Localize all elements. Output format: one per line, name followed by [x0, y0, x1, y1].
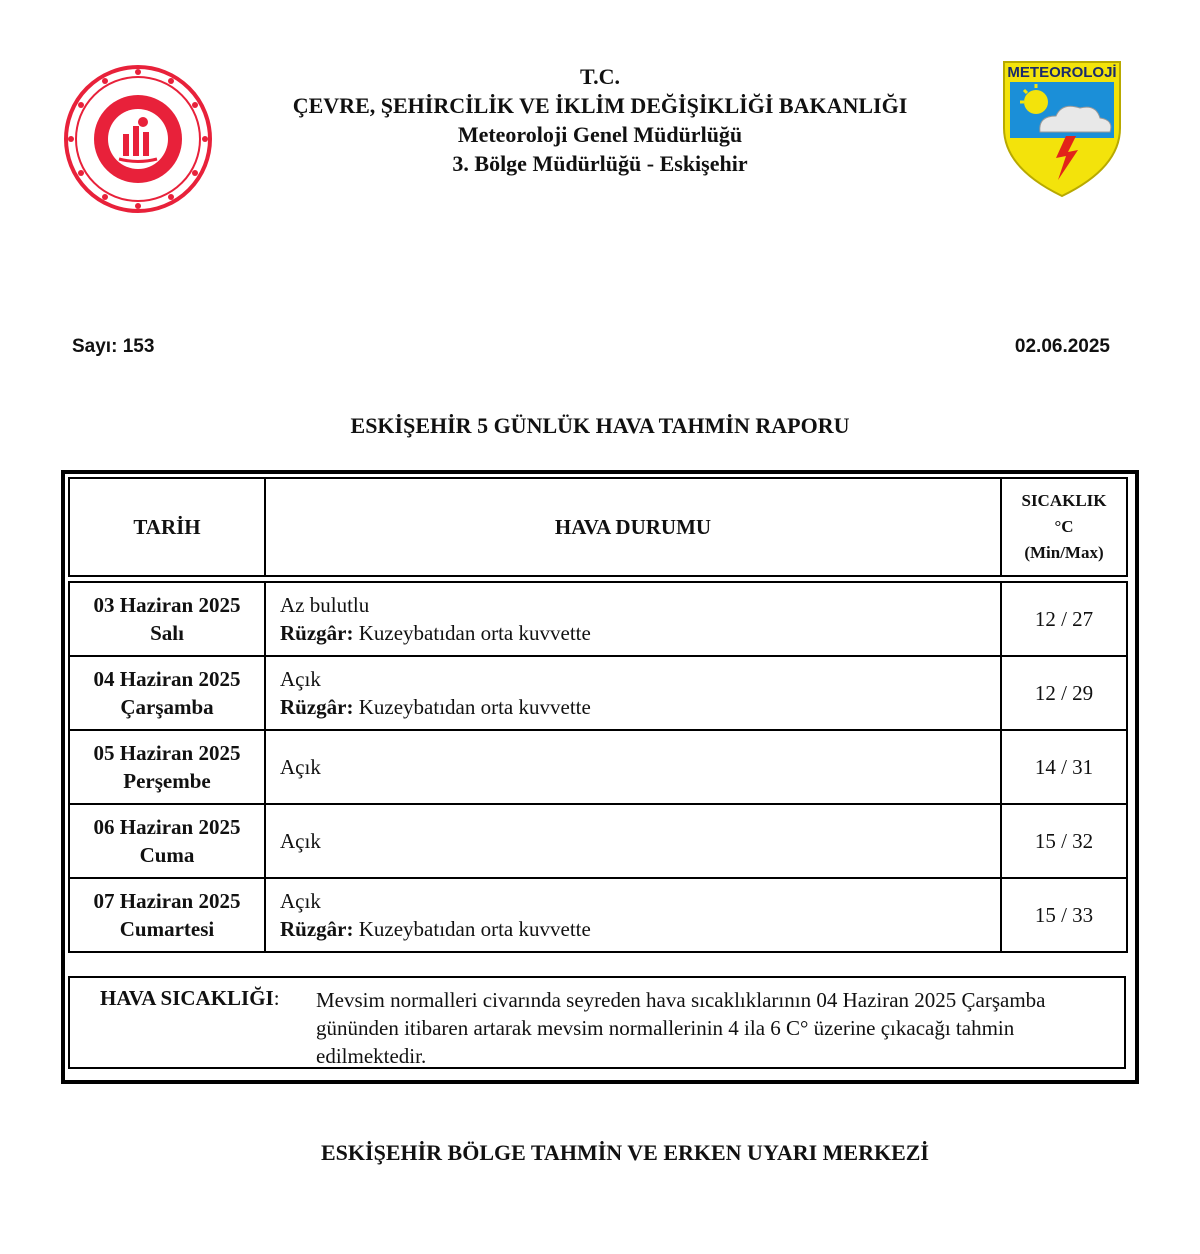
header-tarih: TARİH	[69, 478, 265, 576]
row-wind: Kuzeybatıdan orta kuvvette	[353, 917, 591, 941]
table-row	[69, 582, 1127, 656]
row-condition: Az bulutlu	[280, 593, 370, 617]
row-date-cell	[69, 656, 265, 730]
row-condition-cell	[265, 730, 1001, 804]
row-wind-label: Rüzgâr:	[280, 621, 354, 645]
header-sicaklik-unit: °C	[1054, 517, 1074, 536]
document-header	[0, 62, 1200, 178]
document-number: Sayı: 153	[72, 336, 155, 357]
table-row	[69, 878, 1127, 952]
table-row	[69, 730, 1127, 804]
row-temp: 12 / 29	[1001, 656, 1127, 730]
note-label	[100, 986, 280, 1011]
note-colon: :	[273, 986, 280, 1010]
row-date: 03 Haziran 2025	[93, 593, 241, 617]
row-day: Perşembe	[123, 769, 211, 793]
row-condition: Açık	[280, 889, 321, 913]
forecast-table	[68, 477, 1128, 953]
header-ministry: ÇEVRE, ŞEHİRCİLİK VE İKLİM DEĞİŞİKLİĞİ BAKANLIĞI	[292, 93, 908, 118]
row-day: Cuma	[139, 843, 195, 867]
header-regional: 3. Bölge Müdürlüğü - Eskişehir	[452, 151, 748, 176]
header-tc: T.C.	[580, 64, 620, 89]
row-temp: 14 / 31	[1001, 730, 1127, 804]
footer-center-name: ESKİŞEHİR BÖLGE TAHMİN VE ERKEN UYARI MERKEZİ	[321, 1140, 929, 1165]
header-hava-durumu: HAVA DURUMU	[265, 478, 1001, 576]
row-condition: Açık	[280, 667, 321, 691]
row-date-cell	[69, 804, 265, 878]
row-day: Salı	[150, 621, 184, 645]
row-date: 04 Haziran 2025	[93, 667, 241, 691]
row-date-cell	[69, 582, 265, 656]
row-day: Cumartesi	[119, 917, 215, 941]
table-row	[69, 656, 1127, 730]
table-header-row	[69, 478, 1127, 576]
row-condition-cell	[265, 804, 1001, 878]
note-text: Mevsim normalleri civarında seyreden hava sıcaklıklarının 04 Haziran 2025 Çarşamba gününden itibaren artarak mevsim normallerinin 4 ila 6 C° üzerine çıkacağı tahmin edilmektedir.	[316, 988, 1046, 1068]
header-sicaklik-label: SICAKLIK	[1021, 491, 1107, 510]
svg-text:METEOROLOJİ: METEOROLOJİ	[1007, 64, 1117, 81]
report-title: ESKİŞEHİR 5 GÜNLÜK HAVA TAHMİN RAPORU	[350, 413, 850, 438]
row-date-cell	[69, 878, 265, 952]
row-day: Çarşamba	[120, 695, 214, 719]
row-condition-cell	[265, 878, 1001, 952]
row-wind-label: Rüzgâr:	[280, 917, 354, 941]
temperature-note	[68, 976, 1126, 1069]
row-date-cell	[69, 730, 265, 804]
row-condition: Açık	[280, 755, 321, 779]
row-condition-cell	[265, 582, 1001, 656]
row-wind: Kuzeybatıdan orta kuvvette	[353, 621, 591, 645]
document-date: 02.06.2025	[1014, 336, 1110, 357]
row-condition: Açık	[280, 829, 321, 853]
row-wind: Kuzeybatıdan orta kuvvette	[353, 695, 591, 719]
header-sicaklik-minmax: (Min/Max)	[1024, 543, 1104, 562]
table-row	[69, 804, 1127, 878]
row-condition-cell	[265, 656, 1001, 730]
row-date: 07 Haziran 2025	[93, 889, 241, 913]
header-sicaklik	[1001, 478, 1127, 576]
row-date: 05 Haziran 2025	[93, 741, 241, 765]
forecast-table-frame	[61, 470, 1139, 1084]
header-directorate: Meteoroloji Genel Müdürlüğü	[457, 122, 743, 147]
row-temp: 15 / 33	[1001, 878, 1127, 952]
row-temp: 15 / 32	[1001, 804, 1127, 878]
row-temp: 12 / 27	[1001, 582, 1127, 656]
row-wind-label: Rüzgâr:	[280, 695, 354, 719]
row-date: 06 Haziran 2025	[93, 815, 241, 839]
note-label-text: HAVA SICAKLIĞI	[100, 986, 274, 1010]
